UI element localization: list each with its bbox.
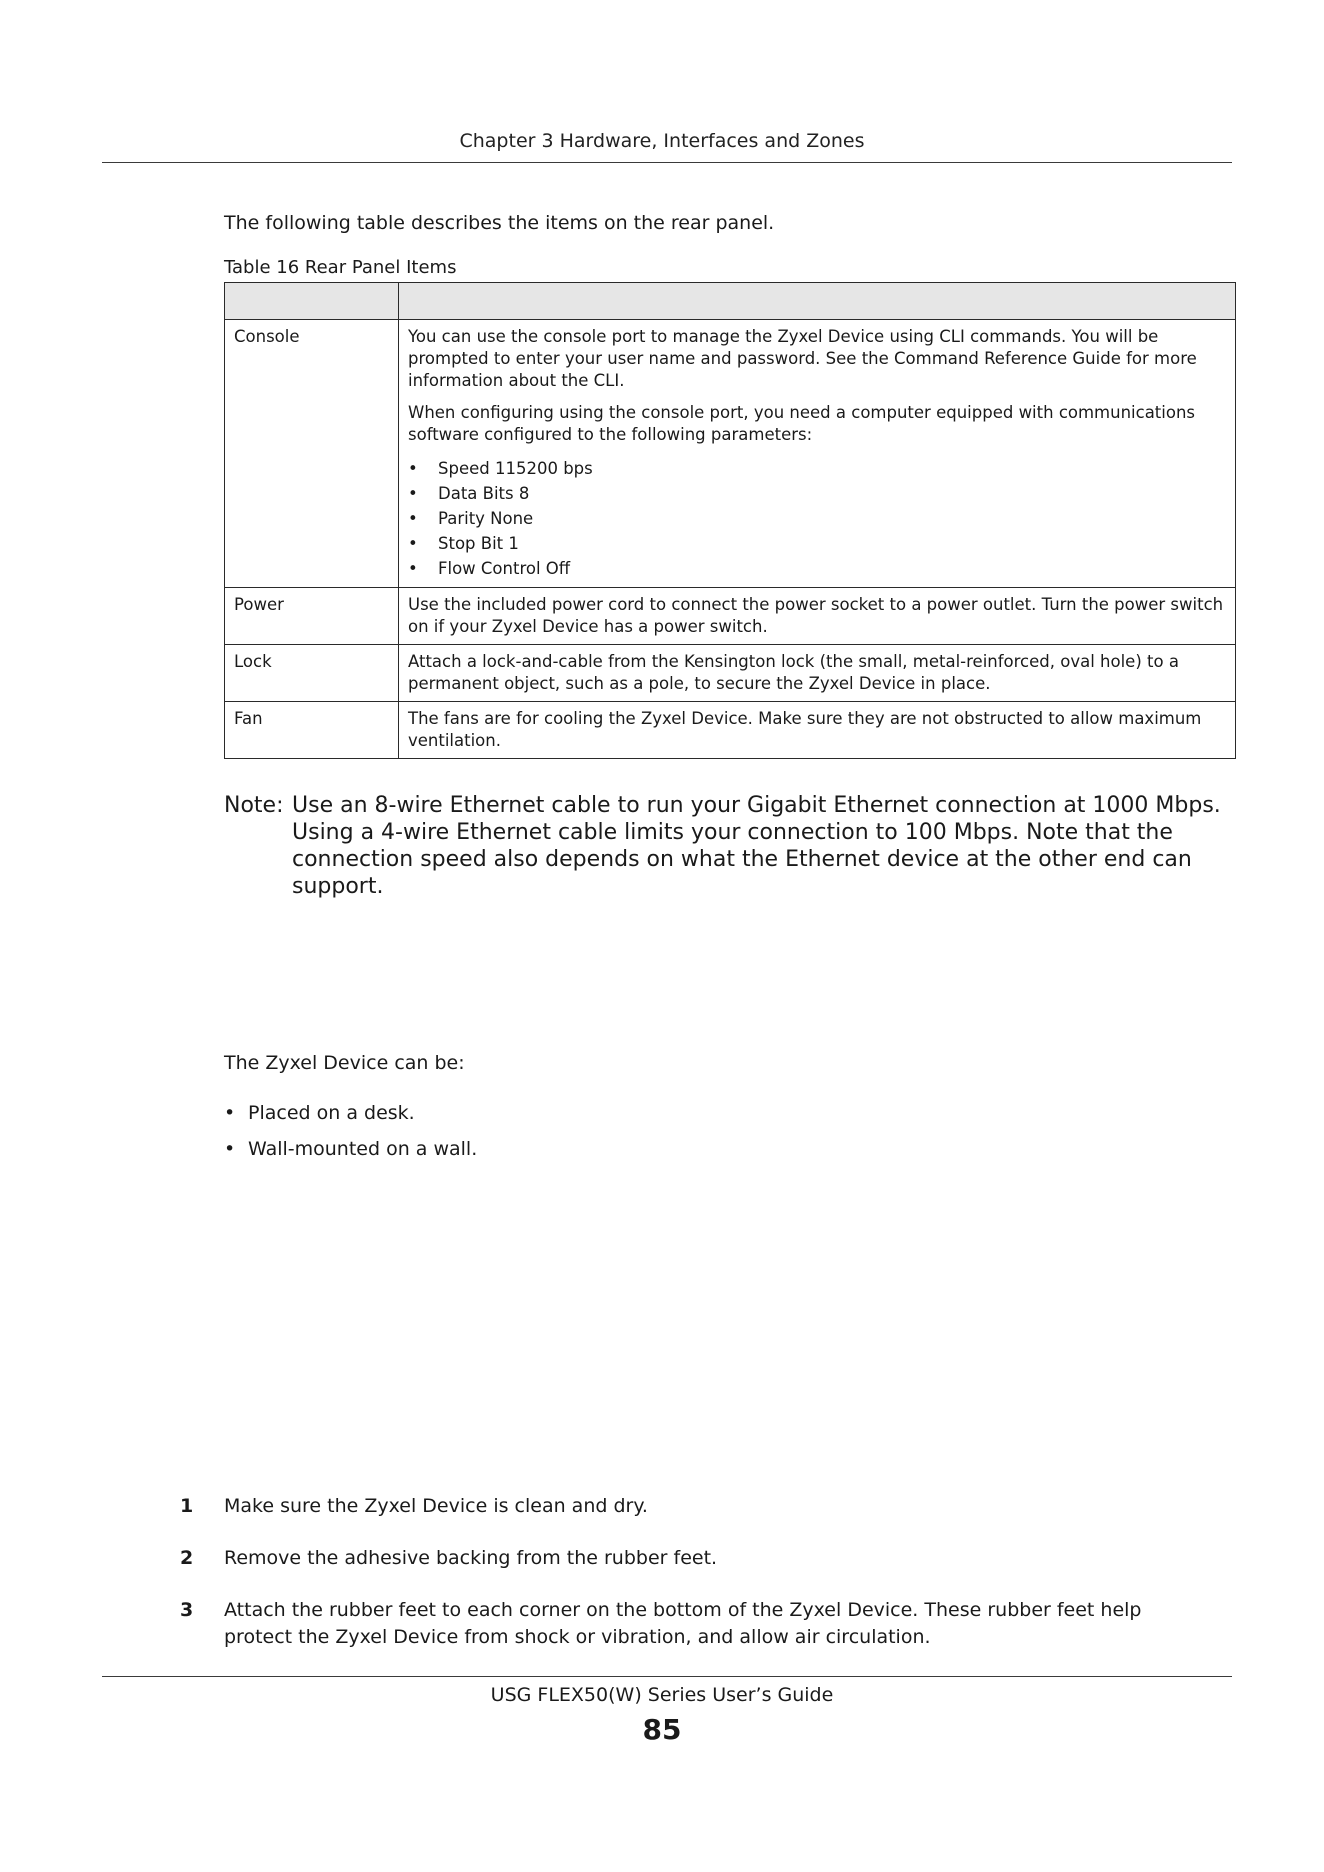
console-desc-p1: You can use the console port to manage the Zyxel Device using CLI commands. You will be prompted to enter your user name and password. See the Command Reference Guide for more information about the CLI. [408,327,1197,390]
table-header-row [225,283,1236,320]
table-header-cell [399,283,1236,320]
intro-text: The following table describes the items on the rear panel. [224,212,775,234]
footer-title: USG FLEX50(W) Series User’s Guide [490,1684,834,1706]
console-desc-p2: When configuring using the console port, you need a computer equipped with communications software configured to the following parameters: [408,403,1196,444]
list-item: • Speed 115200 bps [408,456,1227,481]
list-item: • Flow Control Off [408,556,1227,581]
step-text: Make sure the Zyxel Device is clean and dry. [224,1495,648,1517]
footer-rule [102,1676,1232,1677]
step-2 [180,1545,1180,1572]
ethernet-note [224,792,1224,900]
row-description: The fans are for cooling the Zyxel Device. Make sure they are not obstructed to allow maximum ventilation. [399,702,1236,759]
row-description: Attach a lock-and-cable from the Kensington lock (the small, metal-reinforced, oval hole) to a permanent object, such as a pole, to secure the Zyxel Device in place. [399,645,1236,702]
row-label: Fan [225,702,399,759]
list-item: • Parity None [408,506,1227,531]
table-row [225,588,1236,645]
list-item: • Data Bits 8 [408,481,1227,506]
row-label: Lock [225,645,399,702]
table-header-cell [225,283,399,320]
step-text: Remove the adhesive backing from the rubber feet. [224,1547,718,1569]
table-row [225,702,1236,759]
list-item: • Stop Bit 1 [408,531,1227,556]
step-1 [180,1493,1180,1520]
row-description: Use the included power cord to connect the power socket to a power outlet. Turn the power switch on if your Zyxel Device has a power switch. [399,588,1236,645]
header-rule [102,162,1232,163]
list-item: • Wall-mounted on a wall. [224,1138,477,1174]
table-caption: Table 16 Rear Panel Items [224,257,457,278]
table-row [225,320,1236,588]
row-description [399,320,1236,588]
row-label: Power [225,588,399,645]
step-number: 1 [180,1495,194,1517]
chapter-header: Chapter 3 Hardware, Interfaces and Zones [459,130,865,152]
placement-intro: The Zyxel Device can be: [224,1052,465,1074]
list-item: • Placed on a desk. [224,1102,477,1138]
step-3 [180,1597,1180,1651]
note-text: Use an 8-wire Ethernet cable to run your Gigabit Ethernet connection at 1000 Mbps. Using a 4-wire Ethernet cable limits your connection to 100 Mbps. Note that the connection speed also depends on what the Ethernet device at the other end can support. [292,793,1221,899]
console-param-list [408,456,1227,581]
step-number: 2 [180,1547,194,1569]
page-number: 85 [642,1713,682,1746]
placement-list [224,1102,477,1174]
step-number: 3 [180,1599,194,1621]
step-text: Attach the rubber feet to each corner on the bottom of the Zyxel Device. These rubber feet help protect the Zyxel Device from shock or vibration, and allow air circulation. [224,1599,1142,1648]
rear-panel-table [224,282,1236,759]
row-label: Console [225,320,399,588]
table-row [225,645,1236,702]
note-label: Note: [224,793,284,818]
